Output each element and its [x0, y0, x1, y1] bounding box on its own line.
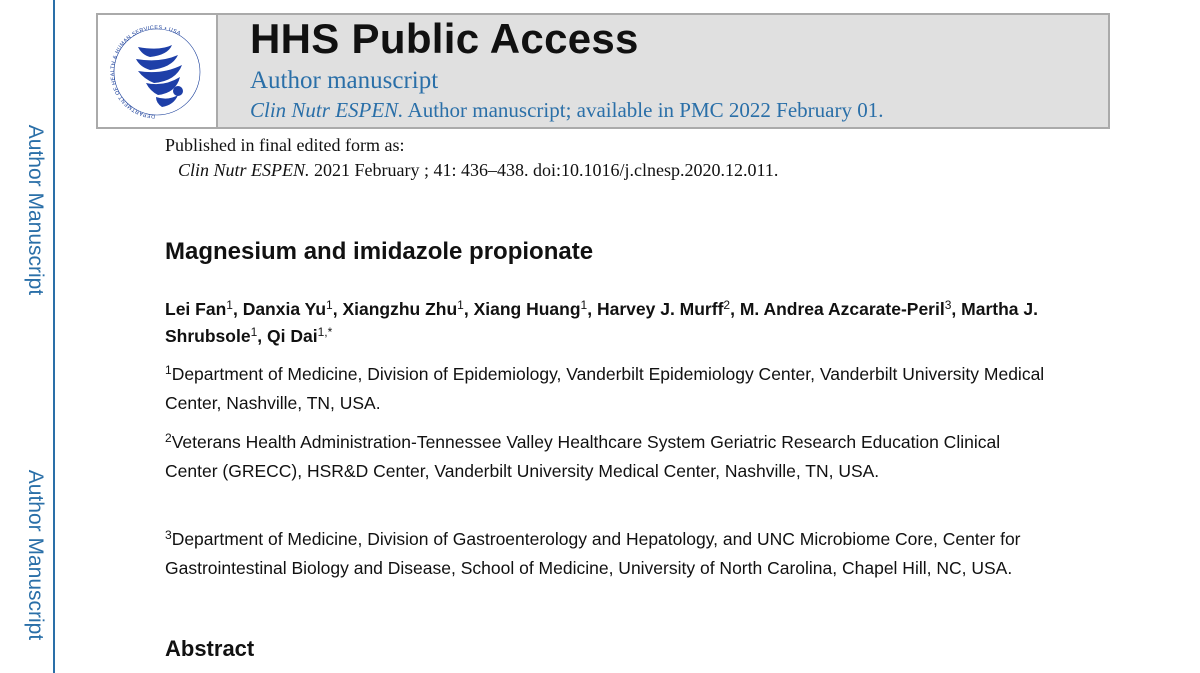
- author-name: Xiang Huang: [473, 299, 581, 319]
- affiliation-sup: 3: [165, 528, 172, 542]
- author-affil-sup: 1: [250, 325, 258, 339]
- author-affil-sup: 1: [226, 298, 233, 312]
- author-sep: ,: [951, 299, 962, 319]
- author-name: M. Andrea Azcarate-Peril: [739, 299, 945, 319]
- article-title: Magnesium and imidazole propionate: [165, 238, 594, 265]
- author-sep: ,: [232, 299, 243, 319]
- author-name: Qi Dai: [267, 326, 318, 346]
- author-affil-sup: 1: [580, 298, 588, 312]
- affiliation-text: Department of Medicine, Division of Epidemiology, Vanderbilt Epidemiology Center, Vanderbilt University Medical Center, Nashville, TN, USA.: [165, 364, 1045, 413]
- logo-ring-text: DEPARTMENT OF HEALTH & HUMAN SERVICES • USA: [110, 24, 182, 119]
- hhs-eagle-icon: [98, 15, 216, 127]
- side-rule: [53, 0, 55, 673]
- author-sep: ,: [587, 299, 597, 319]
- hhs-logo: [98, 15, 218, 127]
- banner-subtitle: Author manuscript: [250, 67, 439, 94]
- author-affil-sup: 3: [944, 298, 952, 312]
- author-affil-sup: 1: [326, 298, 333, 312]
- published-journal: Clin Nutr ESPEN.: [178, 160, 310, 180]
- author-sep: ,: [257, 326, 267, 346]
- affiliation-text: Department of Medicine, Division of Gastroenterology and Hepatology, and UNC Microbiome Core, Center for Gastrointestinal Biology and Disease, School of Medicine, University of North Carolina, Chapel Hill, NC, USA.: [165, 529, 1021, 578]
- author-name: Lei Fan: [165, 299, 227, 319]
- banner-title: HHS Public Access: [250, 15, 639, 62]
- affiliation-text: Veterans Health Administration-Tennessee Valley Healthcare System Geriatric Research Education Clinical Center (GRECC), HSR&D Center, Vanderbilt University Medical Center, Nashville, TN, USA.: [165, 432, 1001, 481]
- author-list: [165, 296, 1045, 350]
- side-label-author-manuscript-2: Author Manuscript: [24, 469, 47, 641]
- side-label-author-manuscript-1: Author Manuscript: [24, 124, 47, 296]
- author-name: Martha J. Shrubsole: [165, 299, 1038, 346]
- affiliation-sup: 1: [165, 363, 172, 377]
- published-citation: [178, 160, 778, 181]
- author-affil-sup: 2: [723, 298, 731, 312]
- hhs-banner: [96, 13, 1110, 129]
- affiliation-sup: 2: [165, 431, 172, 445]
- author-affil-sup: 1: [457, 298, 464, 312]
- author-name: Danxia Yu: [242, 299, 327, 319]
- author-name: Harvey J. Murff: [596, 299, 724, 319]
- published-label: Published in final edited form as:: [165, 135, 405, 155]
- abstract-heading: Abstract: [165, 636, 255, 661]
- affiliation-3: [165, 525, 1045, 582]
- author-name: Xiangzhu Zhu: [342, 299, 458, 319]
- author-affil-sup: 1,*: [317, 325, 333, 339]
- affiliation-1: [165, 360, 1045, 417]
- banner-journal: Clin Nutr ESPEN.: [250, 98, 404, 122]
- affiliation-2: [165, 428, 1045, 485]
- author-sep: ,: [730, 299, 740, 319]
- published-details: 2021 February ; 41: 436–438. doi:10.1016/j.clnesp.2020.12.011.: [309, 160, 779, 180]
- banner-citation: [250, 98, 883, 123]
- author-sep: ,: [332, 299, 343, 319]
- author-sep: ,: [463, 299, 474, 319]
- banner-availability: Author manuscript; available in PMC 2022 February 01.: [403, 98, 884, 122]
